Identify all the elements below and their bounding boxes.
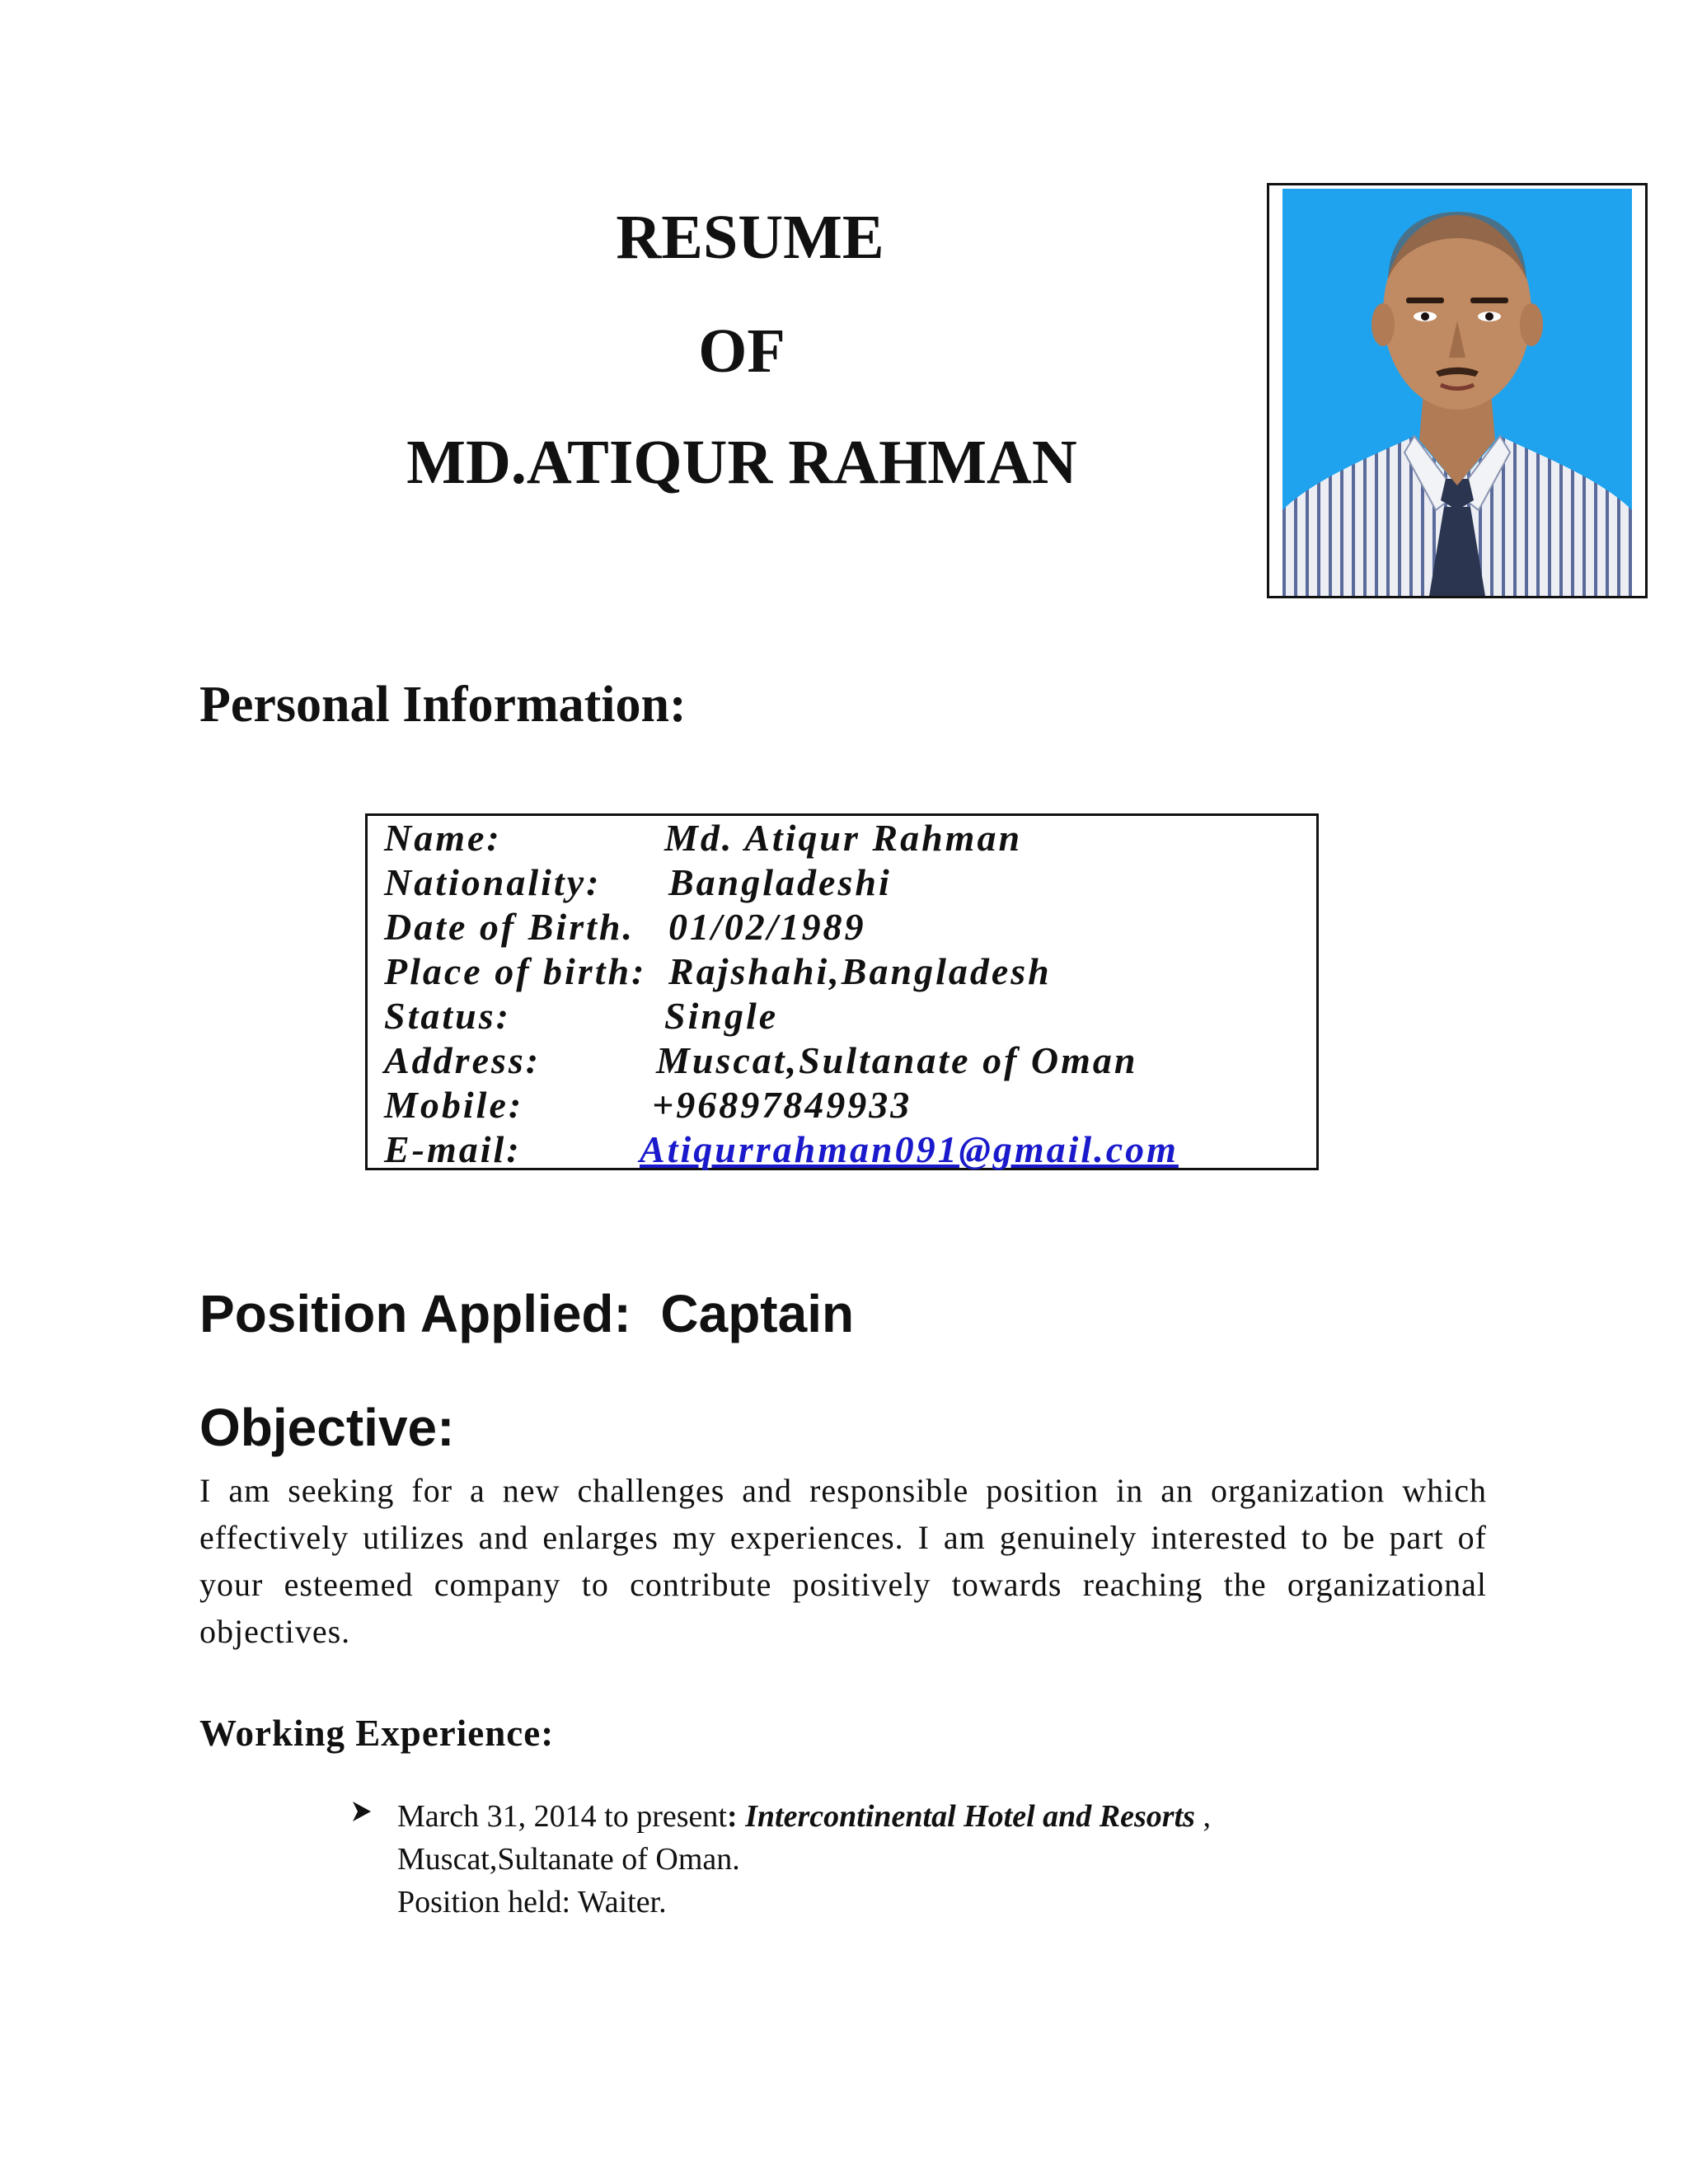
objective-heading: Objective: <box>199 1398 455 1457</box>
info-label: Name: <box>384 817 502 859</box>
info-value: Md. Atiqur Rahman <box>664 817 1023 859</box>
experience-company: Intercontinental Hotel and Resorts <box>745 1799 1195 1834</box>
position-applied-label: Position Applied: <box>199 1284 631 1343</box>
info-value: Rajshahi,Bangladesh <box>668 950 1052 992</box>
info-label: E-mail: <box>384 1128 522 1170</box>
arrow-bullet-icon <box>349 1795 374 1838</box>
profile-photo <box>1282 189 1632 596</box>
info-value: 01/02/1989 <box>668 906 866 948</box>
info-value: Bangladeshi <box>668 861 892 903</box>
info-value: +96897849933 <box>652 1084 912 1126</box>
info-label: Date of Birth. <box>384 906 635 948</box>
experience-position: Position held: Waiter. <box>397 1885 667 1919</box>
experience-date: March 31, 2014 to present <box>397 1799 727 1834</box>
info-value: Single <box>664 995 779 1037</box>
experience-item <box>397 1795 1469 1924</box>
position-applied <box>199 1284 855 1343</box>
profile-photo-frame <box>1267 183 1648 598</box>
info-label: Nationality: <box>384 861 602 903</box>
personal-info-box <box>365 813 1319 1170</box>
position-applied-value: Captain <box>660 1284 855 1343</box>
objective-text: I am seeking for a new challenges and responsible position in an organization which effectively utilizes and enlarges my experiences. I am genuinely interested to be part of your esteemed company to contribute positively towards reaching the organizational objectives. <box>199 1472 1487 1650</box>
info-label: Address: <box>384 1039 542 1081</box>
resume-title: RESUME <box>616 203 884 272</box>
experience-after-company: , <box>1194 1799 1211 1834</box>
working-experience-heading: Working Experience: <box>199 1713 555 1754</box>
email-link[interactable]: Atiqurrahman091@gmail.com <box>640 1128 1179 1170</box>
experience-separator: : <box>726 1799 738 1834</box>
info-label: Mobile: <box>384 1084 524 1126</box>
experience-location: Muscat,Sultanate of Oman. <box>397 1842 740 1877</box>
resume-title-of: OF <box>698 316 785 386</box>
experience-line-1 <box>397 1795 1469 1838</box>
info-label: Place of birth: <box>384 950 647 992</box>
personal-information-heading: Personal Information: <box>199 677 687 733</box>
candidate-name-title: MD.ATIQUR RAHMAN <box>406 428 1077 497</box>
info-label: Status: <box>384 995 511 1037</box>
info-value: Muscat,Sultanate of Oman <box>656 1039 1138 1081</box>
